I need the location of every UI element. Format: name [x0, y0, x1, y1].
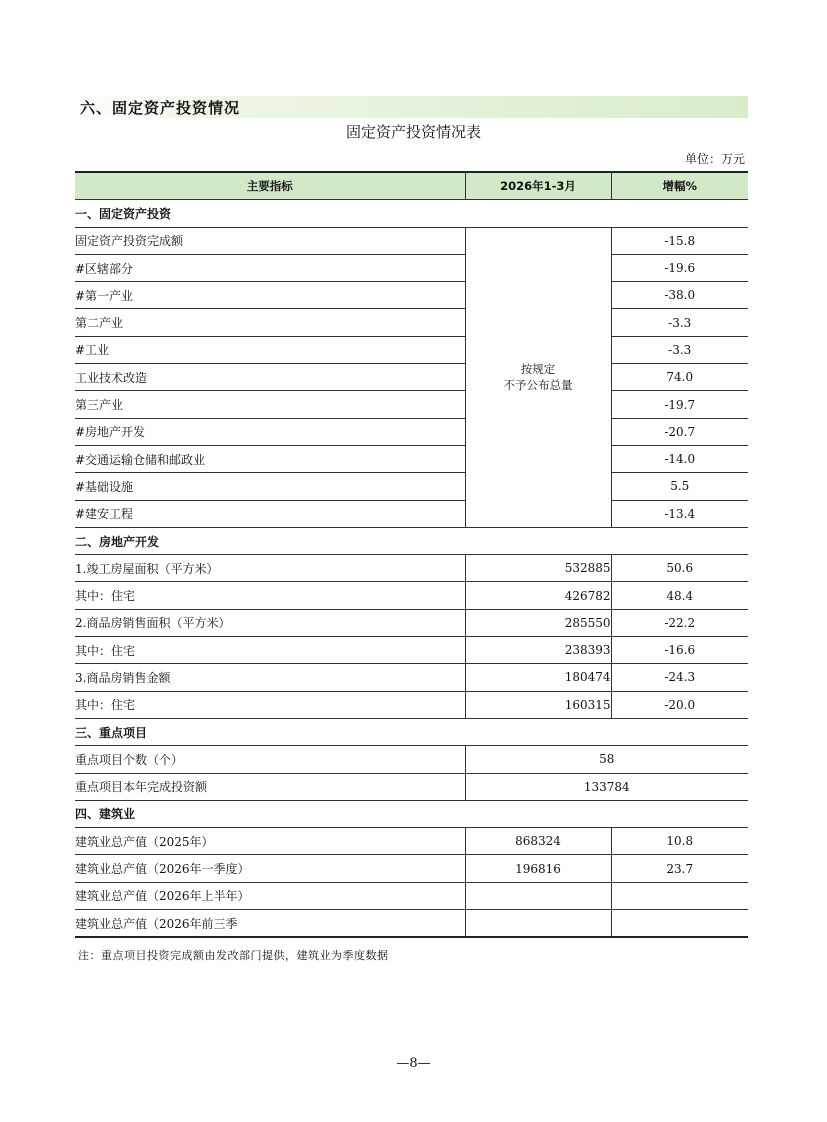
table-row [75, 746, 748, 773]
row-label: 其中：住宅 [75, 637, 465, 664]
row-growth: -3.3 [611, 336, 748, 363]
footnote: 注：重点项目投资完成额由发改部门提供，建筑业为季度数据 [78, 949, 389, 962]
table-row [75, 882, 748, 909]
section-row [75, 718, 748, 745]
row-value: 133784 [465, 773, 748, 800]
row-label: 其中：住宅 [75, 691, 465, 718]
row-label: 第三产业 [75, 391, 465, 418]
row-growth: -24.3 [611, 664, 748, 691]
row-label: 第二产业 [75, 309, 465, 336]
table-row [75, 910, 748, 938]
row-growth: -3.3 [611, 309, 748, 336]
table-row [75, 637, 748, 664]
table-row [75, 418, 748, 445]
row-label: #第一产业 [75, 282, 465, 309]
table-row [75, 855, 748, 882]
row-label: 建筑业总产值（2026年前三季 [75, 910, 465, 938]
row-growth: -38.0 [611, 282, 748, 309]
row-growth: 10.8 [611, 828, 748, 855]
table-row [75, 254, 748, 281]
row-growth: -20.7 [611, 418, 748, 445]
row-value [465, 910, 611, 938]
section-row [75, 800, 748, 827]
row-label: 重点项目本年完成投资额 [75, 773, 465, 800]
row-value: 868324 [465, 828, 611, 855]
row-label: 3.商品房销售金额 [75, 664, 465, 691]
row-growth: -19.7 [611, 391, 748, 418]
table-row [75, 691, 748, 718]
table-row [75, 555, 748, 582]
row-label: 建筑业总产值（2025年） [75, 828, 465, 855]
row-growth: 74.0 [611, 364, 748, 391]
table-row [75, 336, 748, 363]
row-growth: -19.6 [611, 254, 748, 281]
row-value: 532885 [465, 555, 611, 582]
row-label: 其中：住宅 [75, 582, 465, 609]
section-title: 一、固定资产投资 [75, 200, 748, 227]
header-period: 2026年1-3月 [465, 172, 611, 200]
section-title: 三、重点项目 [75, 718, 748, 745]
row-label: #区辖部分 [75, 254, 465, 281]
table-row [75, 582, 748, 609]
table-header-row [75, 172, 748, 200]
section-title: 二、房地产开发 [75, 527, 748, 554]
row-growth: -13.4 [611, 500, 748, 527]
row-growth: -22.2 [611, 609, 748, 636]
table-row [75, 227, 748, 254]
withheld-note-line1: 按规定 [520, 362, 556, 377]
row-growth [611, 882, 748, 909]
row-label: 建筑业总产值（2026年上半年） [75, 882, 465, 909]
table-row [75, 391, 748, 418]
table-row [75, 828, 748, 855]
row-value: 160315 [465, 691, 611, 718]
row-value: 426782 [465, 582, 611, 609]
section-row [75, 527, 748, 554]
table-title: 固定资产投资情况表 [345, 123, 481, 141]
withheld-total-note [465, 227, 611, 527]
row-value: 58 [465, 746, 748, 773]
row-label: 重点项目个数（个） [75, 746, 465, 773]
table-row [75, 473, 748, 500]
header-indicator: 主要指标 [75, 172, 465, 200]
row-label: #基础设施 [75, 473, 465, 500]
row-label: #房地产开发 [75, 418, 465, 445]
table-row [75, 309, 748, 336]
table-row [75, 609, 748, 636]
row-growth: 48.4 [611, 582, 748, 609]
section-row [75, 200, 748, 227]
table-row [75, 364, 748, 391]
row-growth: -20.0 [611, 691, 748, 718]
row-value: 285550 [465, 609, 611, 636]
section-heading: 六、固定资产投资情况 [80, 99, 241, 117]
table-row [75, 445, 748, 472]
row-value: 180474 [465, 664, 611, 691]
section-title: 四、建筑业 [75, 800, 748, 827]
row-growth: -14.0 [611, 445, 748, 472]
investment-table [75, 171, 748, 938]
unit-label: 单位：万元 [684, 152, 745, 166]
row-value: 238393 [465, 637, 611, 664]
row-label: 固定资产投资完成额 [75, 227, 465, 254]
page-number: —8— [396, 1056, 431, 1071]
row-label: #交通运输仓储和邮政业 [75, 445, 465, 472]
header-growth: 增幅% [611, 172, 748, 200]
row-value [465, 882, 611, 909]
row-label: #工业 [75, 336, 465, 363]
row-label: #建安工程 [75, 500, 465, 527]
table-row [75, 282, 748, 309]
table-row [75, 773, 748, 800]
row-label: 建筑业总产值（2026年一季度） [75, 855, 465, 882]
row-growth: 5.5 [611, 473, 748, 500]
row-label: 1.竣工房屋面积（平方米） [75, 555, 465, 582]
row-growth: -15.8 [611, 227, 748, 254]
withheld-note-line2: 不予公布总量 [503, 378, 573, 393]
row-label: 2.商品房销售面积（平方米） [75, 609, 465, 636]
row-value: 196816 [465, 855, 611, 882]
row-growth: 23.7 [611, 855, 748, 882]
table-row [75, 500, 748, 527]
table-row [75, 664, 748, 691]
row-growth [611, 910, 748, 938]
row-growth: 50.6 [611, 555, 748, 582]
row-growth: -16.6 [611, 637, 748, 664]
row-label: 工业技术改造 [75, 364, 465, 391]
